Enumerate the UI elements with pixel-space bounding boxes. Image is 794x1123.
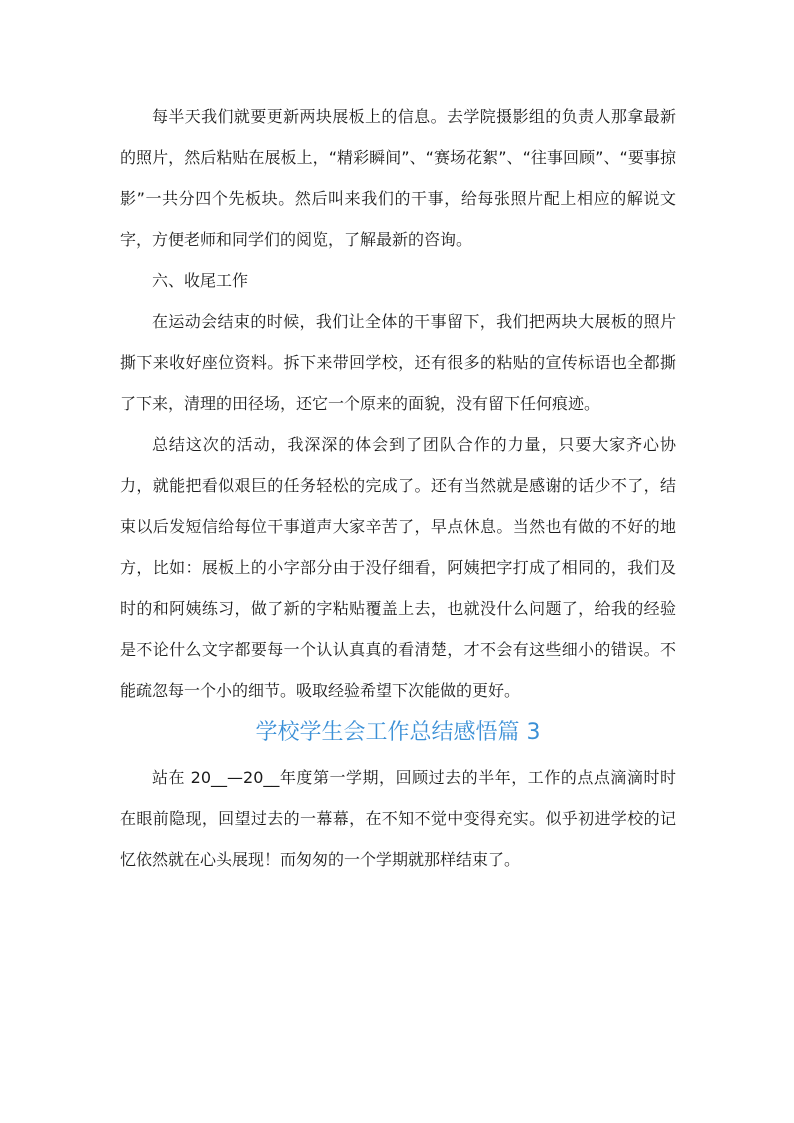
paragraph-display-board-updates: 每半天我们就要更新两块展板上的信息。去学院摄影组的负责人那拿最新的照片，然后粘贴在展板上，“精彩瞬间”、“赛场花絮”、“往事回顾”、“要事掠影”一共分四个先板块。然后叫来我们的干事，给每张照片配上相应的解说文字，方便老师和同学们的阅览，了解最新的咨询。 bbox=[120, 107, 676, 249]
section-title: 学校学生会工作总结感悟篇 3 bbox=[255, 720, 541, 745]
subheading-closing-work: 六、收尾工作 bbox=[152, 271, 249, 290]
document-body bbox=[120, 96, 676, 880]
paragraph-summary: 总结这次的活动，我深深的体会到了团队合作的力量，只要大家齐心协力，就能把看似艰巨的任务轻松的完成了。还有当然就是感谢的话少不了，结束以后发短信给每位干事道声大家辛苦了，早点休息。当然也有做的不好的地方，比如：展板上的小字部分由于没仔细看，阿姨把字打成了相同的，我们及时的和阿姨练习，做了新的字粘贴覆盖上去，也就没什么问题了，给我的经验是不论什么文字都要每一个认认真真的看清楚，才不会有这些细小的错误。不能疏忽每一个小的细节。吸取经验希望下次能做的更好。 bbox=[120, 435, 676, 700]
paragraph-semester-review: 站在 20__—20__年度第一学期，回顾过去的半年，工作的点点滴滴时时在眼前隐现，回望过去的一幕幕，在不知不觉中变得充实。似乎初进学校的记忆依然就在心头展现！而匆匆的一个学期就那样结束了。 bbox=[120, 768, 676, 869]
paragraph-cleanup: 在运动会结束的时候，我们让全体的干事留下，我们把两块大展板的照片撕下来收好座位资料。拆下来带回学校，还有很多的粘贴的宣传标语也全都撕了下来，清理的田径场，还它一个原来的面貌，没有留下任何痕迹。 bbox=[120, 312, 676, 413]
